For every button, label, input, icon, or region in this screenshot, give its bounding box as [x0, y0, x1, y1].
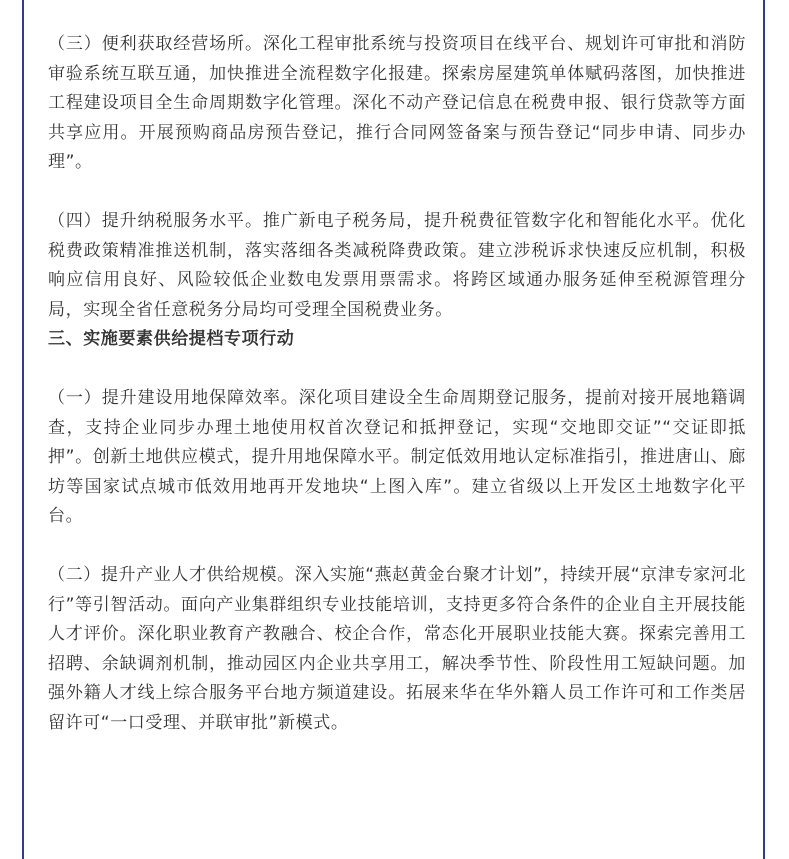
paragraph-land-use: （一）提升建设用地保障效率。深化项目建设全生命周期登记服务，提前对接开展地籍调查，支持企业同步办理土地使用权首次登记和抵押登记，实现“交地即交证”“交证即抵押”。创新土地供应模式，提升用地保障水平。制定低效用地认定标准指引，推进唐山、廊坊等国家试点城市低效用地再开发地块“上图入库”。建立省级以上开发区土地数字化平台。 — [48, 387, 746, 527]
paragraph-business-premises: （三）便利获取经营场所。深化工程审批系统与投资项目在线平台、规划许可审批和消防审验系统互联互通，加快推进全流程数字化报建。探索房屋建筑单体赋码落图，加快推进工程建设项目全生命周期数字化管理。深化不动产登记信息在税费申报、银行贷款等方面共享应用。开展预购商品房预告登记，推行合同网签备案与预告登记“同步申请、同步办理”。 — [48, 34, 746, 173]
paragraph-talent-supply: （二）提升产业人才供给规模。深入实施“燕赵黄金台聚才计划”，持续开展“京津专家河北行”等引智活动。面向产业集群组织专业技能培训，支持更多符合条件的企业自主开展技能人才评价。深化职业教育产教融合、校企合作，常态化开展职业技能大赛。探索完善用工招聘、余缺调剂机制，推动园区内企业共享用工，解决季节性、阶段性用工短缺问题。加强外籍人才线上综合服务平台地方频道建设。拓展来华在华外籍人员工作许可和工作类居留许可“一口受理、并联审批”新模式。 — [48, 564, 746, 733]
article-body — [48, 30, 746, 738]
paragraph-tax-service: （四）提升纳税服务水平。推广新电子税务局，提升税费征管数字化和智能化水平。优化税费政策精准推送机制，落实落细各类减税降费政策。建立涉税诉求快速反应机制，积极响应信用良好、风险较低企业数电发票用票需求。将跨区域通办服务延伸至税源管理分局，实现全省任意税务分局均可受理全国税费业务。 — [48, 210, 746, 320]
section-heading-factor-supply: 三、实施要素供给提档专项行动 — [48, 329, 295, 350]
